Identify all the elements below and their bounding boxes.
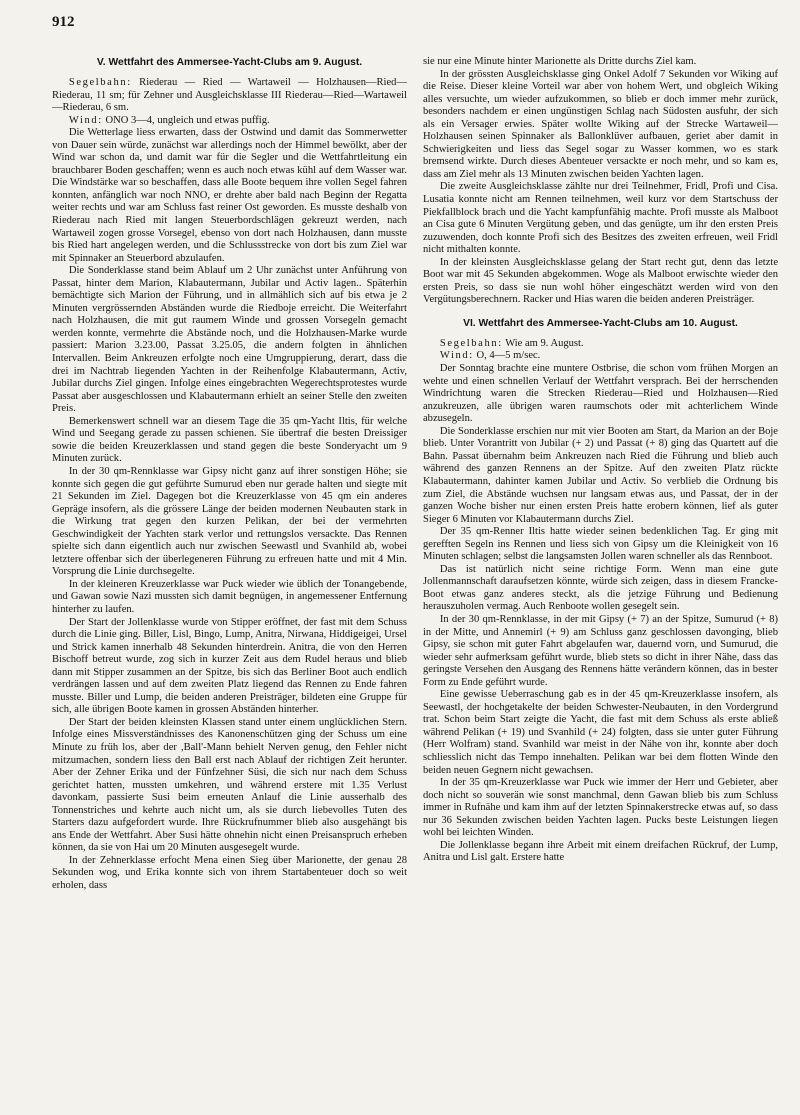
paragraph: Die Jollenklasse begann ihre Arbeit mit einem dreifachen Rückruf, der Lump, Anitra und Lisl galt. Erstere hatte [423,839,778,864]
paragraph: In der grössten Ausgleichsklasse ging Onkel Adolf 7 Sekunden vor Wiking auf die Reise. Dieser kleine Vorteil war aber von hohem Wert, und obgleich Wiking alles versuchte, um wieder aufzukommen, so blieb er doch immer mehr zurück, besonders nachdem er einen ungünstigen Schlag nach Südosten ausfuhr, der sich als ein Versager erwies. Später wollte Wiking auf der Strecke Wartaweil—Holzhausen seinen Spinnaker als Ballonklüver aufbauen, geriet aber damit in Schwierigkeiten und liess das Segel sogar zu Wasser kommen, wo es stark bremsend wirkte. Durch dieses Abenteuer versackte er noch mehr, und so kam es, dass am Ziel mehr als 13 Minuten zwischen beiden Yachten lagen. [423,68,778,180]
left-column-text [52,77,407,893]
paragraph: Das ist natürlich nicht seine richtige Form. Wenn man eine gute Jollenmannschaft daraufsetzen könnte, würde sich zeigen, dass in diesem Francke-Boot etwas ganz anderes steckt, als die jetzige Führung und Bedienung herauszuholen vermag. Auch Renboote wollen gesegelt sein. [423,563,778,613]
paragraph: In der 30 qm-Rennklasse, in der mit Gipsy (+ 7) an der Spitze, Sumurud (+ 8) in der Mitte, und Annemirl (+ 9) am Schluss ganz geschlossen davonging, blieb Gipsy, sie schon mit guter Fahrt abgelaufen war, dauernd vorn, und Sumurud, die wieder sehr aufmerksam geführt wurde, blieb stets so dicht in ihrer Nähe, dass das geringste Versehen den Ausgang des Rennens hätte verändern können, das in bester Form zu Ende geführt wurde. [423,613,778,688]
paragraph: sie nur eine Minute hinter Marionette als Dritte durchs Ziel kam. [423,56,697,67]
paragraph: Segelbahn: Riederau — Ried — Wartaweil — Holzhausen—Ried—Riederau, 11 sm; für Zehner und Ausgleichsklasse III Riederau—Ried—Wartaweil—Riederau, 6 sm. [52,77,407,114]
paragraph: Der Sonntag brachte eine muntere Ostbrise, die schon vom frühen Morgen an wehte und einen schnellen Verlauf der Wettfahrt versprach. Bei der herrschenden Windrichtung waren die Strecken Riederau—Ried und Holzhausen—Ried anzukreuzen, alle übrigen waren raumschots oder mit achterlichem Winde abzusegeln. [423,363,778,425]
right-column [423,56,778,1109]
paragraph: In der 30 qm-Rennklasse war Gipsy nicht ganz auf ihrer sonstigen Höhe; sie konnte sich gegen die gut geführte Sumurud eben nur gerade halten und siegte mit 21 Sekunden im Ziel. Dagegen bot die Kreuzerklasse von 45 qm ein anderes Gepräge insofern, als die grössere Länge der beiden modernen Neubauten stark in die Wirkung trat gegen den kurzen Pelikan, der bei der vermehrten Geschwindigkeit der Yachten stark verlor und rettungslos versackte. Das Rennen spielte sich dann eigentlich auch nur zwischen Seewastl und Svanhild ab, wobei letztere offenbar sich der überlegeneren Führung zu erfreuen hatte und mit 4 Min. Vorsprung die Linie durchsegelte. [52,465,407,578]
paragraph: In der 35 qm-Kreuzerklasse war Puck wie immer der Herr und Gebieter, aber doch nicht so souverän wie sonst manchmal, denn Gawan blieb bis zum Schluss immer in Rufnähe und kam ihm auf der letzten Spinnakerstrecke etwas auf, so dass nur 36 Sekunden zwischen beiden Yachten lagen. Pucks beste Leistungen liegen wohl bei leichten Winden. [423,777,778,839]
paragraph: Die zweite Ausgleichsklasse zählte nur drei Teilnehmer, Fridl, Profi und Cisa. Lusatia konnte nicht am Rennen teilnehmen, weil kurz vor dem Startschuss der Piekfallblock brach und die Yacht kampfunfähig machte. Profi musste als Malboot an Cisa gute 6 Minuten Vergütung geben, und das genügte, um ihr den ersten Preis zuzuwenden, doch konnte Profi sich des Besitzes des zweiten erfreuen, weil Fridl nicht mithalten konnte. [423,181,778,256]
article-columns [52,56,778,1109]
paragraph: In der kleineren Kreuzerklasse war Puck wieder wie üblich der Tonangebende, und Gawan sowie Nazi mussten sich damit begnügen, in angemessener Entfernung hinterher zu laufen. [52,578,407,615]
section-heading-vi: VI. Wettfahrt des Ammersee-Yacht-Clubs am 10. August. [463,317,738,329]
paragraph: In der Zehnerklasse erfocht Mena einen Sieg über Marionette, der genau 28 Sekunden wog, und Erika konnte sich von ihrem Startabenteuer doch so weit erholen, dass [52,854,407,891]
paragraph: Wind: O, 4—5 m/sec. [439,350,541,362]
paragraph: Bemerkenswert schnell war an diesem Tage die 35 qm-Yacht Iltis, für welche Wind und Seegang gerade zu passen schienen. Sie übertraf die besten Dreissiger sowie die beiden Kreuzerklassen und stand gegen die beste Sonderyacht um 9 Minuten zurück. [52,415,407,465]
paragraph: Der Start der Jollenklasse wurde von Stipper eröffnet, der fast mit dem Schuss durch die Linie ging. Biller, Lisl, Bingo, Lump, Anitra, Nirwana, Hiddigeigei, Ursel und Strick kamen innerhalb 48 Sekunden hinterdrein. Anitra, die von den Herren Bischoff betreut wurde, zog sich in kurzer Zeit aus dem Rudel heraus und blieb dann mit Stipper zusammen an der Spitze, bis sich das Berliner Boot auch endlich verdrängen lassen und auf dem zweiten Platz liegend das Rennen zu Ende fahren musste. Biller und Lump, die beiden anderen Preisträger, bildeten eine Gruppe für sich, alle übrigen Boote kamen in grossen Abständen hinterher. [52,616,407,716]
paragraph: Die Sonderklasse stand beim Ablauf um 2 Uhr zunächst unter Anführung von Passat, hinter dem Marion, Klabautermann, Jubilar und Activ lagen.. Späterhin bemächtigte sich Marion der Führung, und in allmählich sich auf bis etwa je 2 Minuten vergrössernden Abständen wurde die Riedboje erreicht. Die Weiterfahrt nach Holzhausen, die mit gut raumem Winde und grossen Vorsegeln gemacht werden konnte, vermehrte die Abstände noch, und die Holzhausen-Marke wurde passiert: Marion 3.23.00, Passat 3.25.05, die andern folgten in ähnlichen Intervallen. Beim Ankreuzen erfolgte noch eine Umgruppierung, derart, dass die drei im Nachtrab liegenden Yachten in der Reihenfolge Klabautermann, Activ, Jubilar durchs Ziel gingen. Infolge eines eingebrachten Wegerechtsprotestes wurde Passat aber ausgeschlossen und Klabautermann erhielt an seiner Stelle den zweiten Preis. [52,265,407,415]
right-column-text-top [423,56,778,307]
paragraph: Wind: ONO 3—4, ungleich und etwas puffig. [68,114,270,126]
paragraph: Die Sonderklasse erschien nur mit vier Booten am Start, da Marion an der Boje blieb. Unter Vorantritt von Jubilar (+ 2) und Passat (+ 8) ging das Quartett auf die Bahn. Passat übernahm beim Ankreuzen nach Ried die Führung und blieb auch während des ganzen Rennens an der Spitze. Auf den zweiten Platz rückte Klabautermann, dahinter kamen Jubilar und Activ. So verblieb die Ordnung bis zum Ziel, die Abstände wuchsen nur langsam etwas aus, und Passat, der in der ganzen Woche bisher nur einen ersten Preis hatte erobern können, lief als guter Sieger 6 Minuten vor Klabautermann durchs Ziel. [423,425,778,525]
paragraph: Segelbahn: Wie am 9. August. [439,337,584,349]
paragraph: In der kleinsten Ausgleichsklasse gelang der Start recht gut, denn das letzte Boot war mit 45 Sekunden abgekommen. Woge als Malboot erwischte wieder den ersten Preis, so dass sie nun wohl höher eingeschätzt werden wird von den Vergütungsberechnern. Racker und Hias waren die beiden anderen Preisträger. [423,256,778,306]
section-heading-v: V. Wettfahrt des Ammersee-Yacht-Clubs am 9. August. [96,57,363,68]
paragraph: Der 35 qm-Renner Iltis hatte wieder seinen bedenklichen Tag. Er ging mit gerefften Segeln ins Rennen und liess sich von Gipsy um die Kleinigkeit von 16 Minuten schlagen; selbst die langsamsten Jollen waren schneller als das Rennboot. [423,526,778,563]
paragraph: Der Start der beiden kleinsten Klassen stand unter einem unglücklichen Stern. Infolge eines Missverständnisses des Kanonenschützen ging der Schuss um eine Minute zu früh los, aber der ,Ball'-Mann behielt Nerven genug, den Fehler nicht mitzumachen, sondern liess den Ball erst nach Ablauf der richtigen Zeit herunter. Aber der Zehner Erika und der Fünfzehner Süsi, die sich nur nach dem Schuss gerichtet hatten, mussten umkehren, und während erstere mit 1.35 Verlust davonkam, passierte Susi beim erneuten Anlauf die Linie ausserhalb des Tonnenstriches und kehrte auch nicht um, als sie durch liebevolles Tuten des Starters dazu aufgefordert wurde. Ihre Rückrufnummer blieb also ausgehängt bis ans Ende der Wettfahrt. Aber Susi hätte ohnehin nicht einen Preisanspruch erheben können, da sie von Hai um 20 Minuten ausgesegelt wurde. [52,716,407,854]
paragraph: Eine gewisse Ueberraschung gab es in der 45 qm-Kreuzerklasse insofern, als Seewastl, der hochgetakelte der beiden Schwester-Neubauten, in den Vordergrund trat. Schon beim Start zeigte die Yacht, die fast mit dem Schuss als erste abließ während Pelikan (+ 19) und Svanhild (+ 24) folgten, dass sie unter guter Führung (Herr Wolfram) stand. Svanhild war meist in der Nähe von ihr, konnte aber doch schliesslich nicht das Tempo innehalten. Pelikan war bei dem flotten Winde den beiden neuen Gegnern nicht gewachsen. [423,689,778,776]
left-column [52,56,407,1109]
paragraph: Die Wetterlage liess erwarten, dass der Ostwind und damit das Sommerwetter von Dauer sein würde, zunächst war allerdings noch der Himmel bewölkt, aber der Wind war schon da, und damit war für die Segler und die Wettfahrtleitung ein brauchbarer Boden geschaffen; wenn es auch noch etwas kühl auf dem Wasser war. Die Windstärke war so beschaffen, dass alle Boote bequem ihre vollen Segel fahren konnten, anfänglich war noch NNO, er drehte aber bald nach Beginn der Regatta weiter rechts und war am Schluss fast reiner Ost geworden. Es musste deshalb von Riederau nach Ried mit langen Steuerbordschlägen gekreuzt werden, nach Wartaweil zogen grosse Vorsegel, ebenso von dort nach Holzhausen, dann musste bis Ried hart angelegen werden, und die Schlussstrecke von dort bis zum Ziel war mit Spinnaker an Steuerbord abzulaufen. [52,127,407,264]
page-number: 912 [52,14,75,30]
right-column-text-bottom [423,338,778,865]
